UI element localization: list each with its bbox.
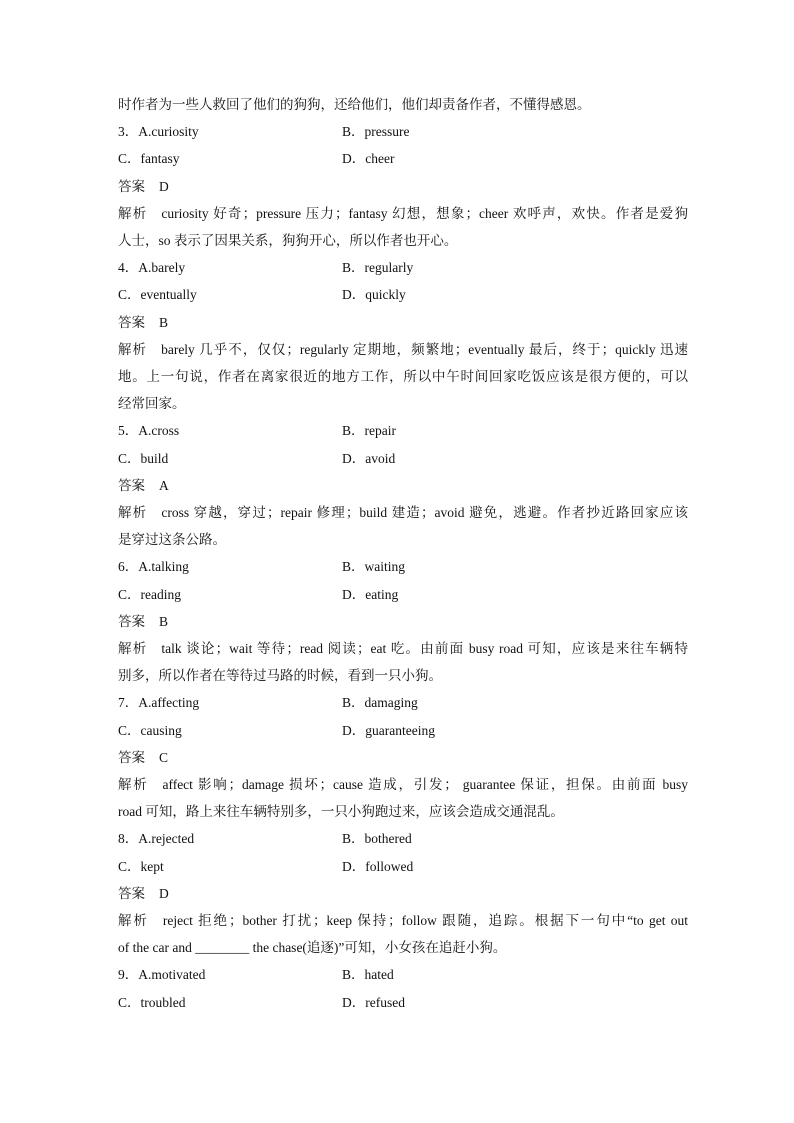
analysis-label: 解析	[118, 205, 148, 221]
answer-label: 答案	[118, 178, 145, 194]
question-3-option-b: B．pressure	[342, 124, 410, 140]
question-6-option-b: B．waiting	[342, 559, 405, 575]
question-6-analysis-line	[118, 640, 688, 658]
answer-label: 答案	[118, 749, 145, 765]
analysis-label: 解析	[118, 913, 149, 928]
question-4-option-a: 4．A.barely	[118, 260, 186, 276]
question-4-option-b: B．regularly	[342, 260, 414, 276]
question-5-answer	[118, 477, 169, 495]
question-6-answer	[118, 613, 168, 631]
analysis-text: cross 穿越，穿过；repair 修理；build 建造；avoid 避免，逃避。作者抄近路回家应该	[161, 505, 689, 520]
answer-value: A	[159, 477, 169, 493]
question-8-analysis-line	[118, 912, 688, 930]
question-7-analysis-line: road 可知，路上来往车辆特别多，一只小狗跑过来，应该会造成交通混乱。	[118, 804, 564, 820]
question-3-answer	[118, 178, 169, 196]
intro-line: 时作者为一些人救回了他们的狗狗，还给他们，他们却责备作者，不懂得感恩。	[118, 97, 591, 112]
answer-label: 答案	[118, 885, 145, 901]
question-4-analysis-line: 经常回家。	[118, 396, 186, 412]
question-7-option-a: 7．A.affecting	[118, 695, 200, 711]
question-4-analysis-line: 地。上一句说，作者在离家很近的地方工作，所以中午时间回家吃饭应该是很方便的，可以	[118, 369, 688, 384]
answer-value: D	[159, 178, 169, 194]
analysis-text: reject 拒绝；bother 打扰；keep 保持；follow 跟随，追踪。根据下一句中“to get out	[162, 913, 689, 928]
question-5-option-b: B．repair	[342, 423, 396, 439]
analysis-text: affect 影响；damage 损坏；cause 造成，引发； guarantee 保证，担保。由前面 busy	[162, 777, 688, 792]
question-8-option-a: 8．A.rejected	[118, 831, 195, 847]
question-3-analysis-line	[118, 205, 688, 223]
question-4-option-d: D．quickly	[342, 287, 406, 303]
question-7-option-b: B．damaging	[342, 695, 418, 711]
question-3-option-a: 3．A.curiosity	[118, 124, 199, 140]
analysis-text: talk 谈论；wait 等待；read 阅读；eat 吃。由前面 busy road 可知，应该是来往车辆特	[161, 641, 688, 656]
question-4-answer	[118, 314, 168, 332]
question-9-option-b: B．hated	[342, 967, 394, 983]
question-9-option-d: D．refused	[342, 994, 405, 1010]
question-8-option-b: B．bothered	[342, 831, 412, 847]
analysis-label: 解析	[118, 641, 148, 656]
question-9-option-c: C．troubled	[118, 994, 186, 1010]
question-7-option-c: C．causing	[118, 722, 182, 738]
question-5-option-d: D．avoid	[342, 450, 396, 466]
analysis-label: 解析	[118, 341, 148, 357]
question-3-analysis-line: 人士，so 表示了因果关系，狗狗开心，所以作者也开心。	[118, 233, 458, 248]
question-5-option-c: C．build	[118, 450, 169, 466]
question-4-option-c: C．eventually	[118, 287, 197, 303]
question-6-option-a: 6．A.talking	[118, 559, 189, 575]
question-5-analysis-line	[118, 504, 688, 522]
question-8-option-d: D．followed	[342, 858, 414, 874]
answer-label: 答案	[118, 613, 145, 629]
question-8-analysis-line: of the car and ________ the chase(追逐)”可知，小女孩在追赶小狗。	[118, 940, 507, 956]
question-7-answer	[118, 749, 168, 767]
question-6-option-d: D．eating	[342, 586, 399, 602]
analysis-text: barely 几乎不，仅仅；regularly 定期地，频繁地；eventually 最后，终于；quickly 迅速	[161, 341, 689, 357]
analysis-text: curiosity 好奇；pressure 压力；fantasy 幻想，想象；cheer 欢呼声，欢快。作者是爱狗	[161, 205, 688, 221]
answer-label: 答案	[118, 477, 145, 493]
question-6-analysis-line: 别多，所以作者在等待过马路的时候，看到一只小狗。	[118, 668, 442, 684]
question-9-option-a: 9．A.motivated	[118, 967, 206, 983]
question-3-option-d: D．cheer	[342, 151, 395, 167]
answer-label: 答案	[118, 314, 145, 330]
question-3-option-c: C．fantasy	[118, 151, 180, 167]
question-5-option-a: 5．A.cross	[118, 423, 180, 439]
question-8-option-c: C．kept	[118, 858, 164, 874]
analysis-label: 解析	[118, 777, 149, 792]
question-7-analysis-line	[118, 776, 688, 794]
answer-value: B	[159, 613, 169, 629]
answer-value: C	[159, 749, 169, 765]
question-6-option-c: C．reading	[118, 586, 181, 602]
question-5-analysis-line: 是穿过这条公路。	[118, 532, 226, 548]
answer-value: B	[159, 314, 169, 330]
answer-value: D	[159, 885, 169, 901]
analysis-label: 解析	[118, 505, 148, 520]
question-8-answer	[118, 885, 169, 903]
question-4-analysis-line	[118, 341, 688, 359]
question-7-option-d: D．guaranteeing	[342, 722, 435, 738]
